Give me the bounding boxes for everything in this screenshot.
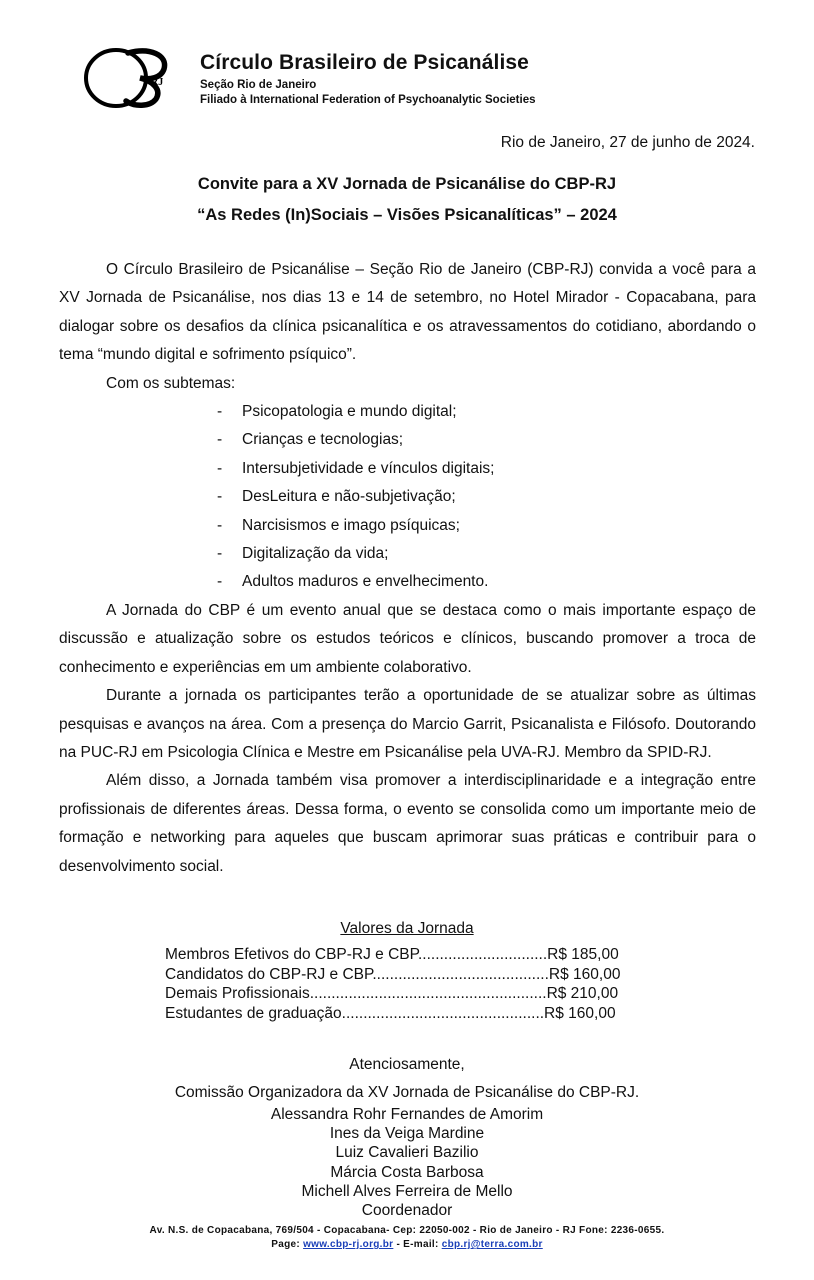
intro-paragraph: O Círculo Brasileiro de Psicanálise – Seção Rio de Janeiro (CBP-RJ) convida a você para a XV Jornada de Psicanálise, nos dias 13 e 14 de setembro, no Hotel Mirador - Copacabana, para dialogar sobre os desafios da clínica psicanalítica e os atravessamentos do cotidiano, abordando o tema “mundo digital e sofrimento psíquico”.: [59, 261, 756, 364]
website-link[interactable]: www.cbp-rj.org.br: [303, 1239, 394, 1250]
member-name: Márcia Costa Barbosa: [330, 1163, 484, 1181]
letter-date: Rio de Janeiro, 27 de junho de 2024.: [500, 134, 755, 151]
footer-address: Av. N.S. de Copacabana, 769/504 - Copacabana- Cep: 22050-002 - Rio de Janeiro - RJ Fone: 2236-0655.: [149, 1225, 665, 1236]
event-description-paragraph: A Jornada do CBP é um evento anual que se destaca como o mais importante espaço de discussão e atualização sobre os estudos teóricos e clínicos, buscando promover a troca de conhecimento e experiências em um ambiente colaborativo.: [59, 601, 756, 676]
price-row: Estudantes de graduação...............................................R$ 160,00: [165, 1004, 616, 1022]
member-name: Alessandra Rohr Fernandes de Amorim: [270, 1106, 544, 1123]
organization-logo: [82, 45, 174, 111]
subtopic-item: - DesLeitura e não-subjetivação;: [59, 483, 756, 511]
document-title: Convite para a XV Jornada de Psicanálise do CBP-RJ: [197, 175, 617, 193]
subtopic-item: - Digitalização da vida;: [59, 540, 756, 568]
subtopic-item: - Intersubjetividade e vínculos digitais;: [59, 455, 756, 483]
price-row: Membros Efetivos do CBP-RJ e CBP..............................R$ 185,00: [165, 946, 619, 963]
logo-rj-text: RJ: [151, 77, 164, 88]
footer-page-label: Page:: [271, 1239, 300, 1250]
price-row: Demais Profissionais.......................................................R$ 210,00: [165, 985, 619, 1002]
organization-section: Seção Rio de Janeiro: [200, 79, 317, 91]
footer-email-label: - E-mail:: [396, 1239, 439, 1250]
subtopics-intro: Com os subtemas:: [106, 374, 236, 392]
committee-name: Comissão Organizadora da XV Jornada de Psicanálise do CBP-RJ.: [174, 1084, 640, 1101]
salutation: Atenciosamente,: [349, 1056, 465, 1073]
member-name: Ines da Veiga Mardine: [329, 1125, 485, 1143]
member-name: Michell Alves Ferreira de Mello: [301, 1182, 513, 1200]
bullet-dash: -: [217, 431, 223, 449]
bullet-dash: -: [217, 573, 223, 591]
document-subtitle: “As Redes (In)Sociais – Visões Psicanalíticas” – 2024: [197, 206, 617, 224]
bullet-dash: -: [217, 545, 223, 563]
prices-heading: Valores da Jornada: [340, 920, 474, 937]
bullet-dash: -: [217, 488, 223, 506]
subtopic-item: - Adultos maduros e envelhecimento.: [59, 568, 756, 596]
subtopics-list: [59, 398, 756, 597]
speaker-paragraph: Durante a jornada os participantes terão a oportunidade de se atualizar sobre as últimas pesquisas e avanços na área. Com a presença do Marcio Garrit, Psicanalista e Filósofo. Doutorando na PUC-RJ em Psicologia Clínica e Mestre em Psicanálise pela UVA-RJ. Membro da SPID-RJ.: [59, 687, 756, 761]
cbp-logo-icon: [82, 45, 174, 111]
organization-affiliation: Filiado à International Federation of Psychoanalytic Societies: [200, 94, 536, 106]
bullet-dash: -: [217, 459, 223, 477]
price-row: Candidatos do CBP-RJ e CBP.........................................R$ 160,00: [165, 965, 621, 983]
interdisciplinary-paragraph: Além disso, a Jornada também visa promover a interdisciplinaridade e a integração entre profissionais de diferentes áreas. Dessa forma, o evento se consolida como um importante meio de formação e networking para aqueles que buscam aprimorar suas práticas e contribuir para o desenvolvimento social.: [59, 772, 756, 875]
subtopic-item: - Psicopatologia e mundo digital;: [59, 398, 756, 426]
coordinator-role: Coordenador: [361, 1202, 453, 1220]
bullet-dash: -: [217, 403, 223, 421]
subtopic-item: - Narcisismos e imago psíquicas;: [59, 512, 756, 540]
footer-contacts: [0, 1239, 814, 1250]
letter-body: [59, 256, 756, 881]
organization-name: Círculo Brasileiro de Psicanálise: [200, 51, 529, 74]
member-name: Luiz Cavalieri Bazilio: [335, 1144, 479, 1162]
price-list: [165, 945, 620, 1023]
committee-members: [0, 1105, 814, 1220]
subtopic-item: - Crianças e tecnologias;: [59, 426, 756, 454]
email-link[interactable]: cbp.rj@terra.com.br: [441, 1239, 543, 1250]
bullet-dash: -: [217, 516, 223, 534]
